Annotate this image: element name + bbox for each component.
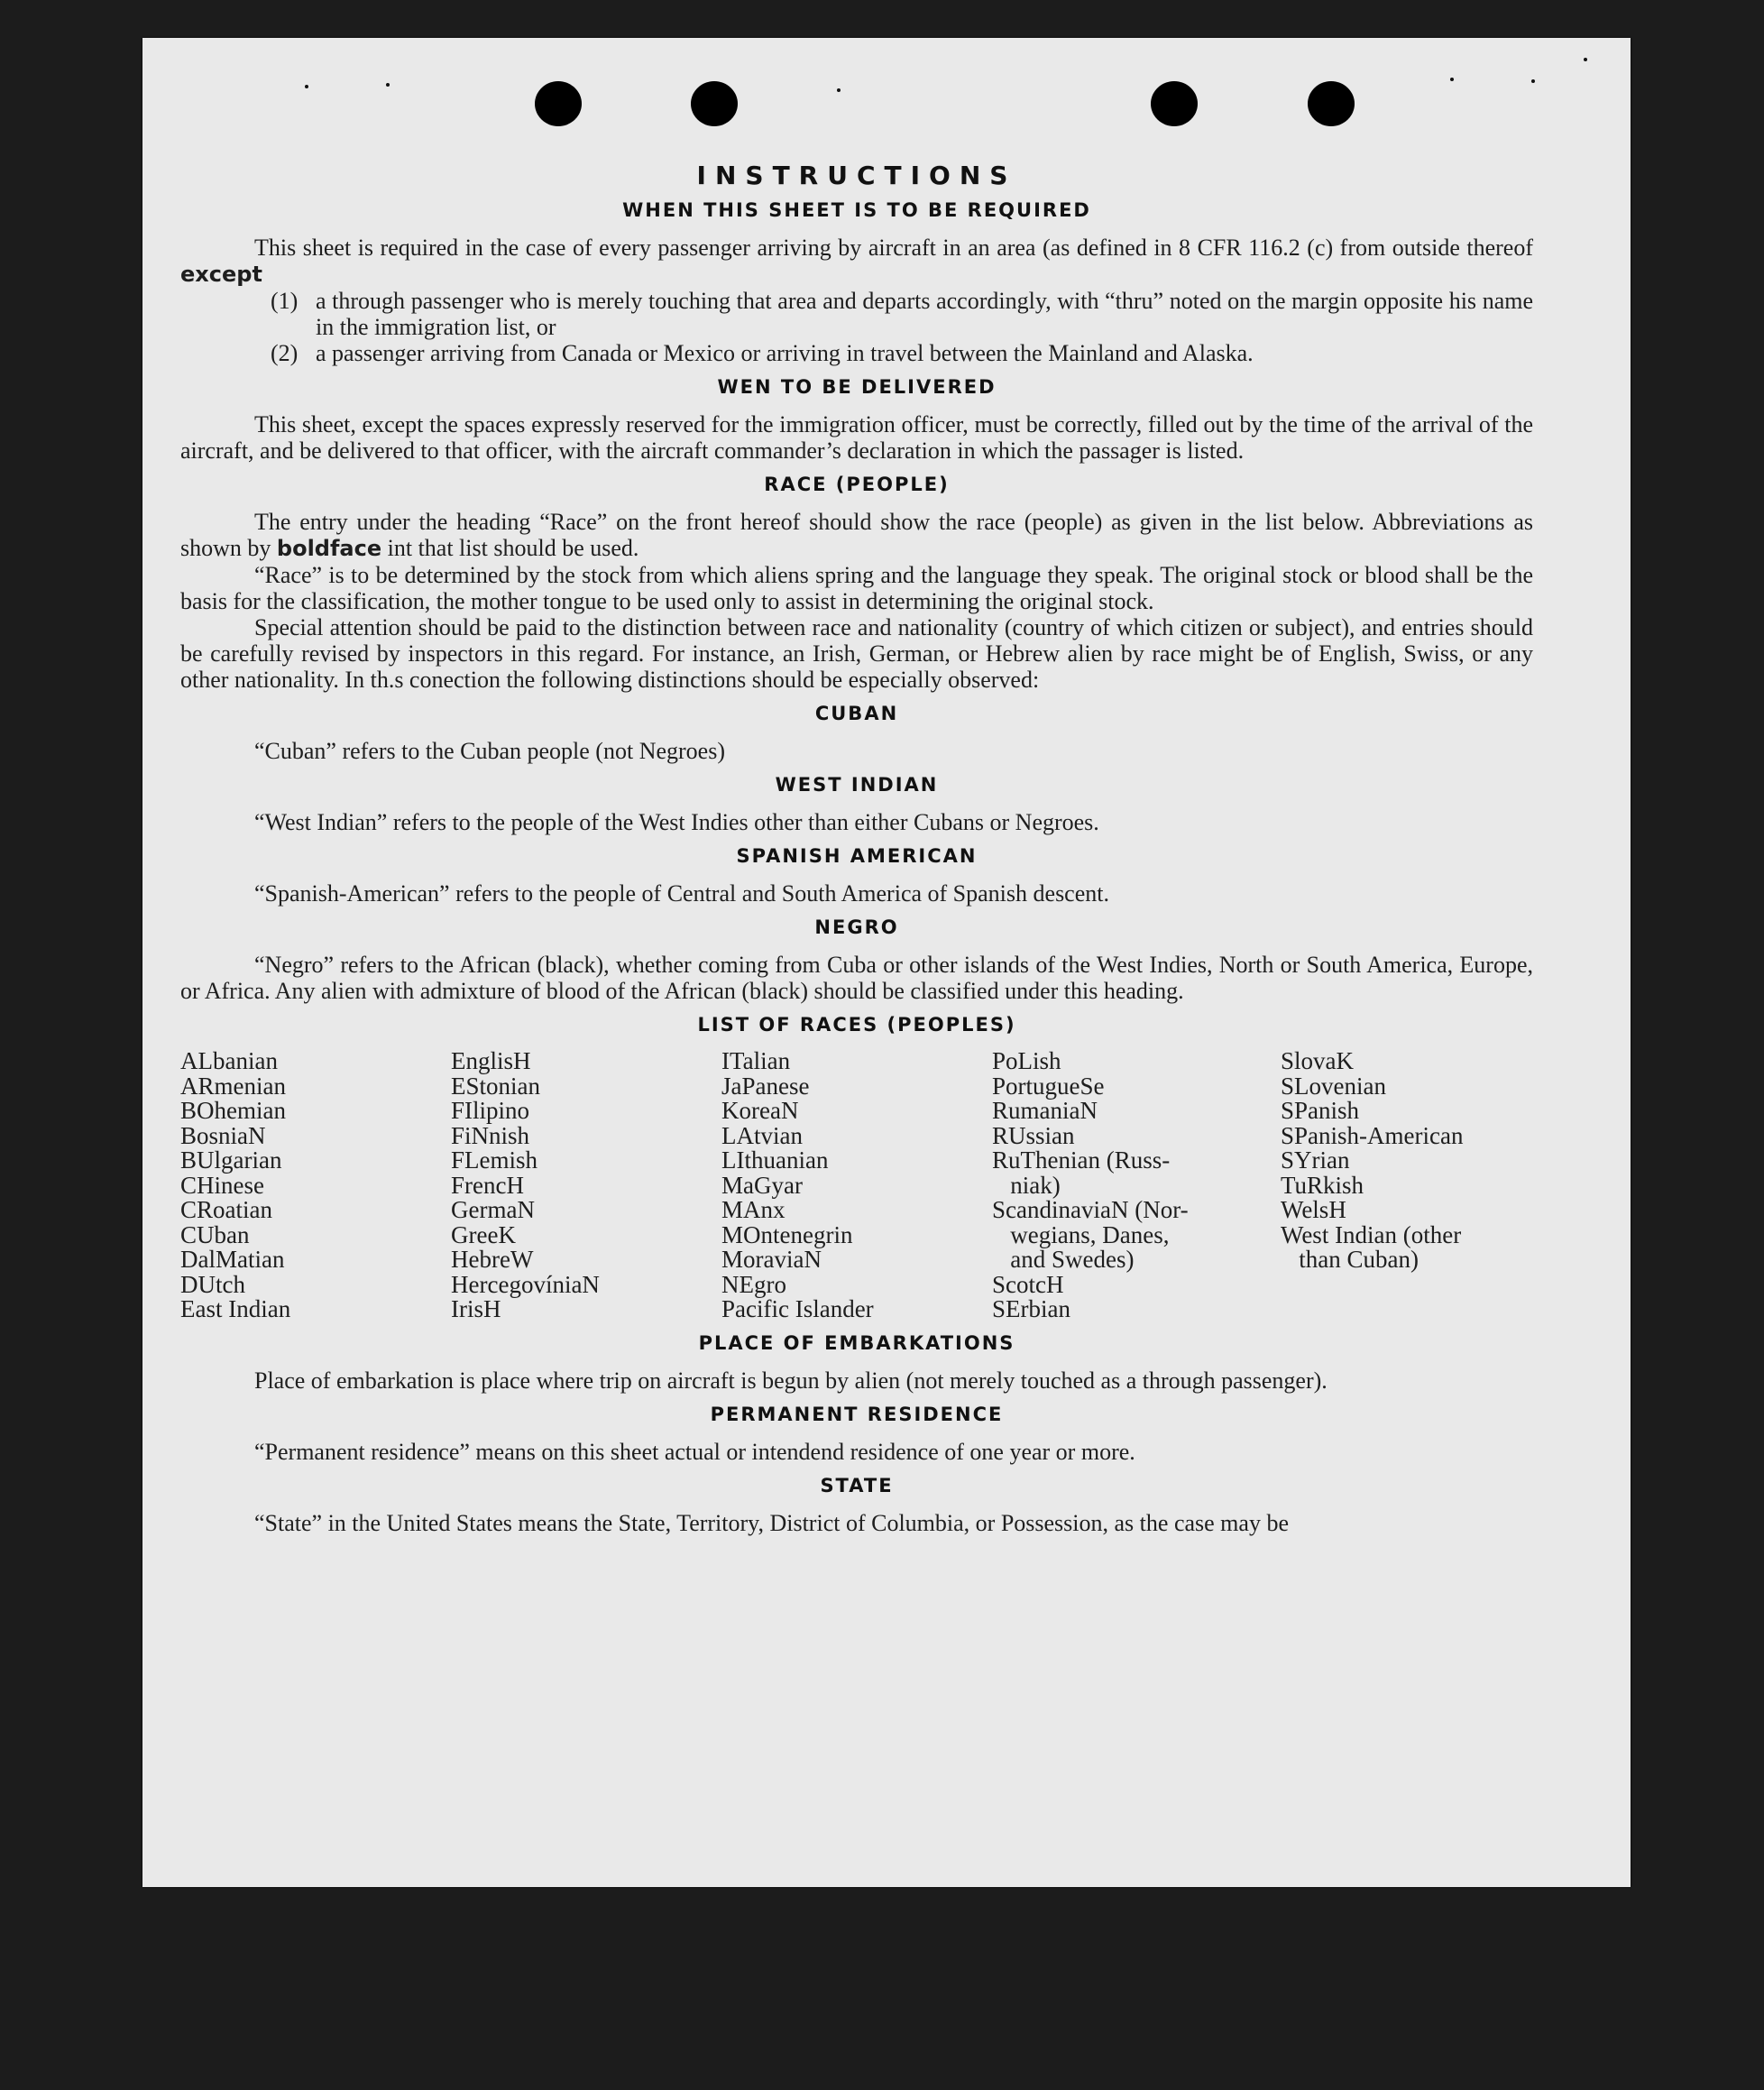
speck <box>837 88 841 92</box>
paragraph-embarkation: Place of embarkation is place where trip on aircraft is begun by alien (not merely touched as a through passenger). <box>254 1367 1328 1394</box>
race-entry: TuRkish <box>1281 1171 1364 1199</box>
list-item: (2) a passenger arriving from Canada or Mexico or arriving in travel between the Mainland and Alaska. <box>271 340 1254 366</box>
paragraph-race-2: “Race” is to be determined by the stock from which aliens spring and the language they speak. The original stock or blood shall be the basis for the classification, the mother tongue to be used only to assist in determining the original stock. <box>180 562 1533 614</box>
heading-when-delivered: WEN TO BE DELIVERED <box>717 376 997 398</box>
paragraph-state: “State” in the United States means the State, Territory, District of Columbia, or Possession, as the case may be <box>254 1509 1289 1536</box>
race-entry: West Indian (other <box>1281 1220 1462 1248</box>
race-entry: IrisH <box>451 1295 501 1322</box>
race-entry: SPanish <box>1281 1097 1360 1124</box>
heading-race: RACE (PEOPLE) <box>764 474 950 495</box>
speck <box>1531 79 1535 83</box>
race-entry: DalMatian <box>180 1246 285 1273</box>
race-entry: MoraviaN <box>721 1246 822 1273</box>
race-entry: PortugueSe <box>992 1072 1105 1100</box>
race-entry: CHinese <box>180 1171 264 1199</box>
race-entry: CUban <box>180 1220 250 1248</box>
document-sheet <box>142 38 1631 1887</box>
race-entry: HercegovíniaN <box>451 1270 600 1298</box>
race-entry: SYrian <box>1281 1146 1350 1174</box>
race-entry: Pacific Islander <box>721 1295 874 1322</box>
race-entry: CRoatian <box>180 1196 272 1223</box>
race-entry: and Swedes) <box>992 1246 1135 1273</box>
race-entry: LIthuanian <box>721 1146 829 1174</box>
heading-permanent-residence: PERMANENT RESIDENCE <box>710 1403 1004 1425</box>
paragraph-when-required: This sheet is required in the case of every passenger arriving by aircraft in an area (as defined in 8 CFR 116.2 (c) from outside thereof except <box>180 235 1533 287</box>
race-entry: EStonian <box>451 1072 540 1100</box>
instructions-content <box>180 161 1533 1536</box>
race-entry: JaPanese <box>721 1072 810 1100</box>
races-column-4 <box>992 1049 1281 1322</box>
race-entry: SErbian <box>992 1295 1070 1322</box>
paragraph-race-1: The entry under the heading “Race” on the front hereof should show the race (people) as given in the list below. Abbreviations as shown by boldface int that list should be used. <box>180 509 1533 561</box>
paragraph-west-indian: “West Indian” refers to the people of the West Indies other than either Cubans or Negroes. <box>254 809 1099 835</box>
speck <box>1450 78 1454 81</box>
race-entry: PoLish <box>992 1047 1061 1074</box>
race-entry: SLovenian <box>1281 1072 1386 1100</box>
heading-list-of-races: LIST OF RACES (PEOPLES) <box>697 1014 1016 1036</box>
race-entry: BUlgarian <box>180 1146 282 1174</box>
paragraph-when-delivered: This sheet, except the spaces expressly reserved for the immigration officer, must be correctly, filled out by the time of the arrival of the aircraft, and be delivered to that officer, with the aircraft commander’s declaration in which the passager is listed. <box>180 411 1533 464</box>
race-entry: MOntenegrin <box>721 1220 853 1248</box>
race-entry: FrencH <box>451 1171 524 1199</box>
race-entry: LAtvian <box>721 1121 803 1149</box>
race-entry: FLemish <box>451 1146 538 1174</box>
list-item: (1) a through passenger who is merely touching that area and departs accordingly, with “thru” noted on the margin opposite his name in the immigration list, or <box>271 288 1533 340</box>
paragraph-cuban: “Cuban” refers to the Cuban people (not Negroes) <box>254 738 725 764</box>
race-entry: MAnx <box>721 1196 786 1223</box>
heading-negro: NEGRO <box>814 916 899 938</box>
race-entry: ScandinaviaN (Nor- <box>992 1196 1189 1223</box>
races-column-1 <box>180 1049 451 1322</box>
paragraph-race-3: Special attention should be paid to the distinction between race and nationality (country of which citizen or subject), and entries should be carefully revised by inspectors in this regard. For instance, an Irish, German, or Hebrew alien by race might be of English, Swiss, or any other nationality. In th.s conection the following distinctions should be especially observed: <box>180 614 1533 693</box>
race-entry: ScotcH <box>992 1270 1064 1298</box>
race-entry: GermaN <box>451 1196 535 1223</box>
race-entry: ARmenian <box>180 1072 286 1100</box>
race-entry: SlovaK <box>1281 1047 1354 1074</box>
race-entry: BosniaN <box>180 1121 266 1149</box>
race-entry: RumaniaN <box>992 1097 1098 1124</box>
race-entry: MaGyar <box>721 1171 803 1199</box>
punch-hole <box>535 81 582 126</box>
race-entry: niak) <box>992 1171 1061 1199</box>
race-entry: East Indian <box>180 1295 291 1322</box>
punch-hole <box>691 81 738 126</box>
heading-when-required: WHEN THIS SHEET IS TO BE REQUIRED <box>622 199 1091 221</box>
races-list <box>180 1049 1533 1322</box>
races-column-2 <box>451 1049 721 1322</box>
heading-west-indian: WEST INDIAN <box>775 774 939 796</box>
race-entry: DUtch <box>180 1270 245 1298</box>
keyword-boldface: boldface <box>276 536 382 561</box>
heading-state: STATE <box>820 1474 894 1496</box>
race-entry: ITalian <box>721 1047 791 1074</box>
punch-hole <box>1308 81 1355 126</box>
races-column-3 <box>721 1049 992 1322</box>
races-column-5 <box>1281 1049 1533 1322</box>
race-entry: wegians, Danes, <box>992 1220 1170 1248</box>
race-entry: SPanish-American <box>1281 1121 1464 1149</box>
race-entry: HebreW <box>451 1246 534 1273</box>
race-entry: WelsH <box>1281 1196 1346 1223</box>
race-entry: EnglisH <box>451 1047 531 1074</box>
race-entry: RUssian <box>992 1121 1075 1149</box>
race-entry: RuThenian (Russ- <box>992 1146 1171 1174</box>
speck <box>305 85 308 88</box>
heading-spanish-american: SPANISH AMERICAN <box>736 845 978 867</box>
speck <box>386 83 390 87</box>
page-title: INSTRUCTIONS <box>696 161 1017 190</box>
race-entry: BOhemian <box>180 1097 286 1124</box>
punch-hole <box>1151 81 1198 126</box>
paragraph-negro: “Negro” refers to the African (black), whether coming from Cuba or other islands of the West Indies, North or South America, Europe, or Africa. Any alien with admixture of blood of the African (black) should be classified under this heading. <box>180 952 1533 1004</box>
race-entry: NEgro <box>721 1270 786 1298</box>
race-entry: than Cuban) <box>1281 1246 1419 1273</box>
race-entry: FiNnish <box>451 1121 530 1149</box>
race-entry: FIlipino <box>451 1097 530 1124</box>
race-entry: GreeK <box>451 1220 516 1248</box>
heading-embarkation: PLACE OF EMBARKATIONS <box>698 1331 1015 1354</box>
speck <box>1584 58 1587 61</box>
race-entry: KoreaN <box>721 1097 799 1124</box>
paragraph-spanish-american: “Spanish-American” refers to the people of Central and South America of Spanish descent. <box>254 880 1109 907</box>
paragraph-permanent-residence: “Permanent residence” means on this sheet actual or intendend residence of one year or more. <box>254 1438 1135 1465</box>
keyword-except: except <box>180 262 262 287</box>
heading-cuban: CUBAN <box>814 703 899 724</box>
race-entry: ALbanian <box>180 1047 278 1074</box>
